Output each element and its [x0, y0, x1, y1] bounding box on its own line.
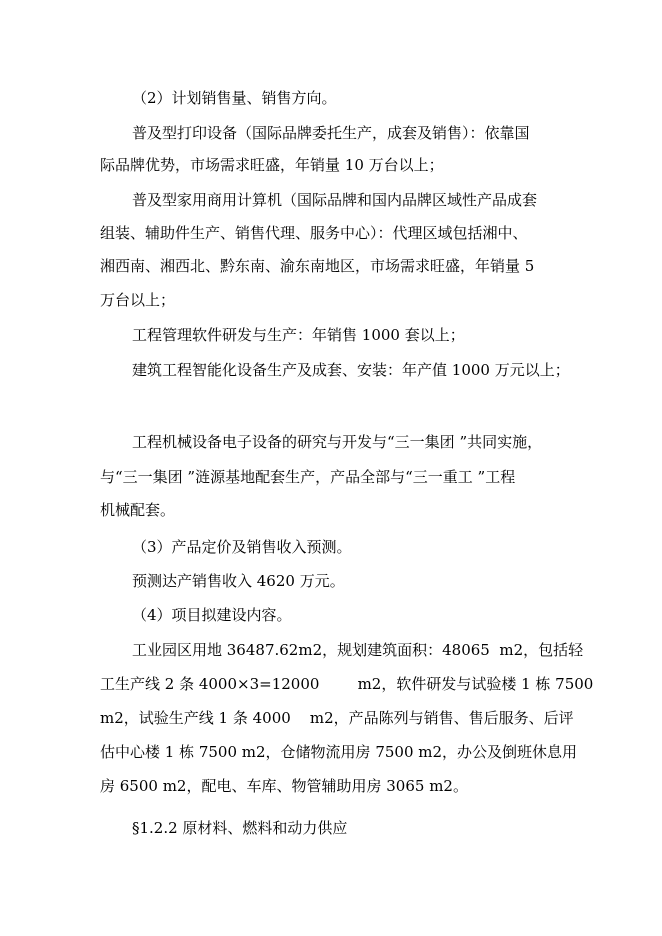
text-line-13: （3）产品定价及销售收入预测。: [132, 538, 352, 556]
text-line-11: 与“三一集团 ”涟源基地配套生产，产品全部与“三一重工 ”工程: [100, 468, 516, 486]
text-line-7: 万台以上；: [100, 291, 176, 309]
text-line-16: 工业园区用地 36487.62m2，规划建筑面积：48065 m2，包括轻: [132, 641, 584, 659]
text-line-6: 湘西南、湘西北、黔东南、渝东南地区，市场需求旺盛，年销量 5: [100, 257, 535, 275]
section-heading: §1.2.2 原材料、燃料和动力供应: [132, 819, 348, 837]
text-line-1: （2）计划销售量、销售方向。: [132, 89, 337, 107]
text-line-18: m2，试验生产线 1 条 4000 m2，产品陈列与销售、售后服务、后评: [100, 709, 574, 727]
text-line-2: 普及型打印设备（国际品牌委托生产，成套及销售）：依靠国: [132, 124, 530, 142]
text-line-10: 工程机械设备电子设备的研究与开发与“三一集团 ”共同实施，: [132, 433, 543, 451]
text-line-17: 工生产线 2 条 4000×3=12000 m2，软件研发与试验楼 1 栋 7500: [100, 675, 594, 693]
text-line-5: 组装、辅助件生产、销售代理、服务中心）：代理区域包括湘中、: [100, 224, 528, 242]
text-line-8: 工程管理软件研发与生产：年销售 1000 套以上；: [132, 326, 465, 344]
text-line-12: 机械配套。: [100, 501, 176, 519]
text-line-20: 房 6500 m2，配电、车库、物管辅助用房 3065 m2。: [100, 777, 468, 795]
text-line-15: （4）项目拟建设内容。: [132, 606, 292, 624]
text-line-19: 估中心楼 1 栋 7500 m2，仓储物流用房 7500 m2，办公及倒班休息用: [100, 743, 578, 761]
text-line-3: 际品牌优势，市场需求旺盛，年销量 10 万台以上；: [100, 156, 444, 174]
text-line-9: 建筑工程智能化设备生产及成套、安装：年产值 1000 万元以上；: [132, 361, 570, 379]
text-line-14: 预测达产销售收入 4620 万元。: [132, 572, 345, 590]
text-line-4: 普及型家用商用计算机（国际品牌和国内品牌区域性产品成套: [132, 191, 538, 209]
